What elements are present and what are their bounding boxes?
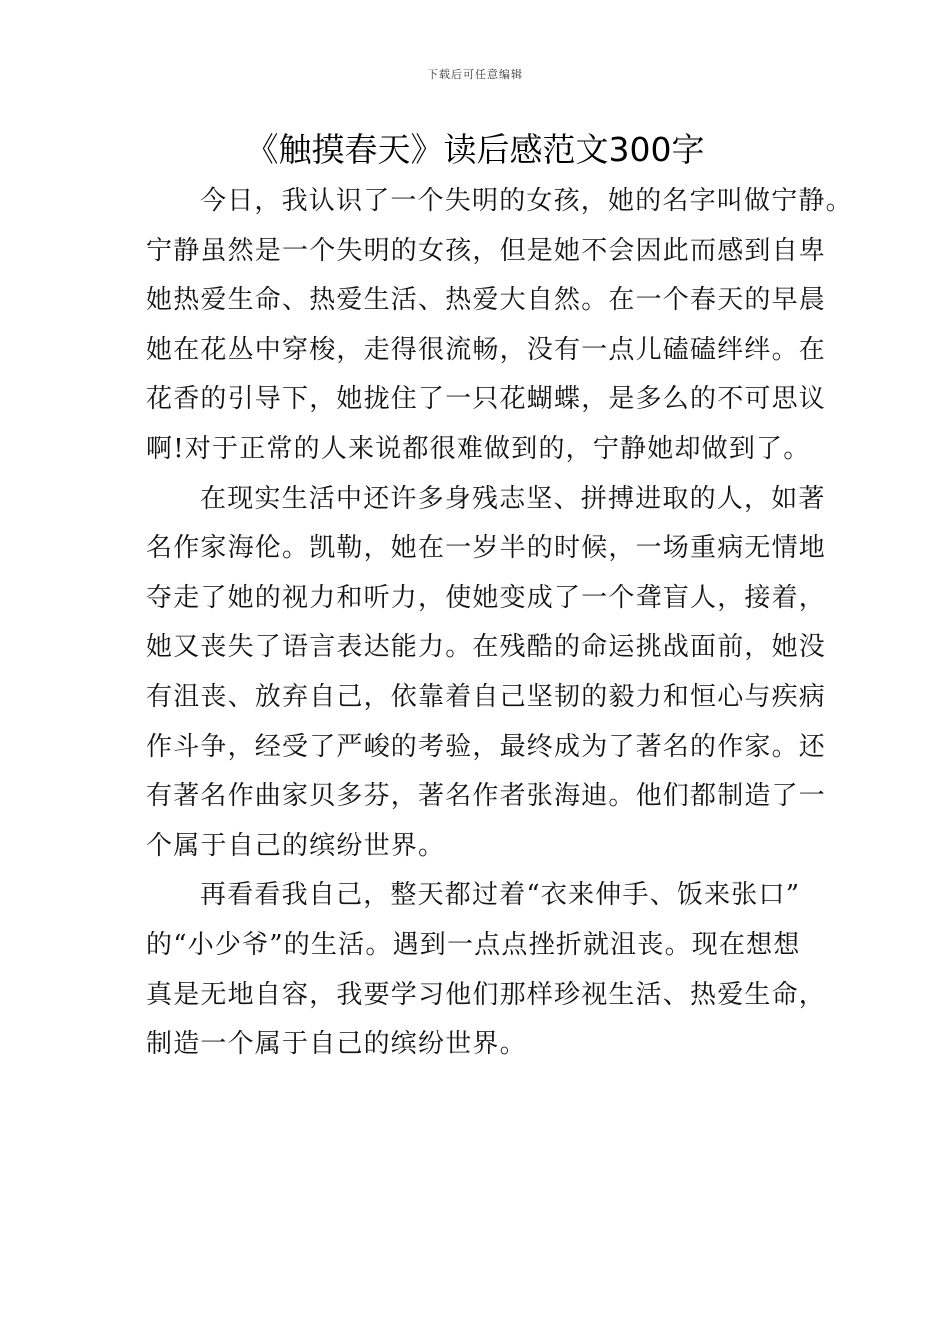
essay-body	[146, 177, 906, 1070]
paragraph-1	[146, 177, 906, 475]
text-line: 宁静虽然是一个失明的女孩，但是她不会因此而感到自卑	[146, 235, 827, 266]
text-line: 真是无地自容，我要学习他们那样珍视生活、热爱生命，	[146, 979, 827, 1010]
text-line: 她又丧失了语言表达能力。在残酷的命运挑战面前，她没	[146, 632, 827, 663]
paragraph-2	[146, 475, 906, 872]
text-line: 今日，我认识了一个失明的女孩，她的名字叫做宁静。	[200, 186, 853, 216]
text-line: 个属于自己的缤纷世界。	[146, 830, 446, 861]
text-line: 啊!对于正常的人来说都很难做到的，宁静她却做到了。	[146, 433, 811, 464]
text-line: 有沮丧、放弃自己，依靠着自己坚韧的毅力和恒心与疾病	[146, 681, 827, 712]
header-note: 下载后可任意编辑	[427, 68, 523, 81]
text-line: 再看看我自己，整天都过着“衣来伸手、饭来张口”	[200, 880, 801, 911]
document-title: 《触摸春天》读后感范文300字	[245, 130, 705, 169]
text-line: 制造一个属于自己的缤纷世界。	[146, 1029, 527, 1060]
text-line: 她热爱生命、热爱生活、热爱大自然。在一个春天的早晨	[146, 285, 827, 316]
text-line: 花香的引导下，她拢住了一只花蝴蝶，是多么的不可思议	[146, 384, 827, 415]
text-line: 夺走了她的视力和听力，使她变成了一个聋盲人，接着，	[146, 582, 827, 613]
paragraph-3	[146, 871, 906, 1069]
text-line: 在现实生活中还许多身残志坚、拼搏进取的人，如著	[200, 483, 826, 514]
text-line: 她在花丛中穿梭，走得很流畅，没有一点儿磕磕绊绊。在	[146, 334, 827, 365]
text-line: 作斗争，经受了严峻的考验，最终成为了著名的作家。还	[146, 731, 827, 762]
text-line: 有著名作曲家贝多芬，著名作者张海迪。他们都制造了一	[146, 781, 827, 812]
text-line: 名作家海伦。凯勒，她在一岁半的时候，一场重病无情地	[146, 533, 827, 564]
text-line: 的“小少爷”的生活。遇到一点点挫折就沮丧。现在想想	[146, 929, 801, 960]
